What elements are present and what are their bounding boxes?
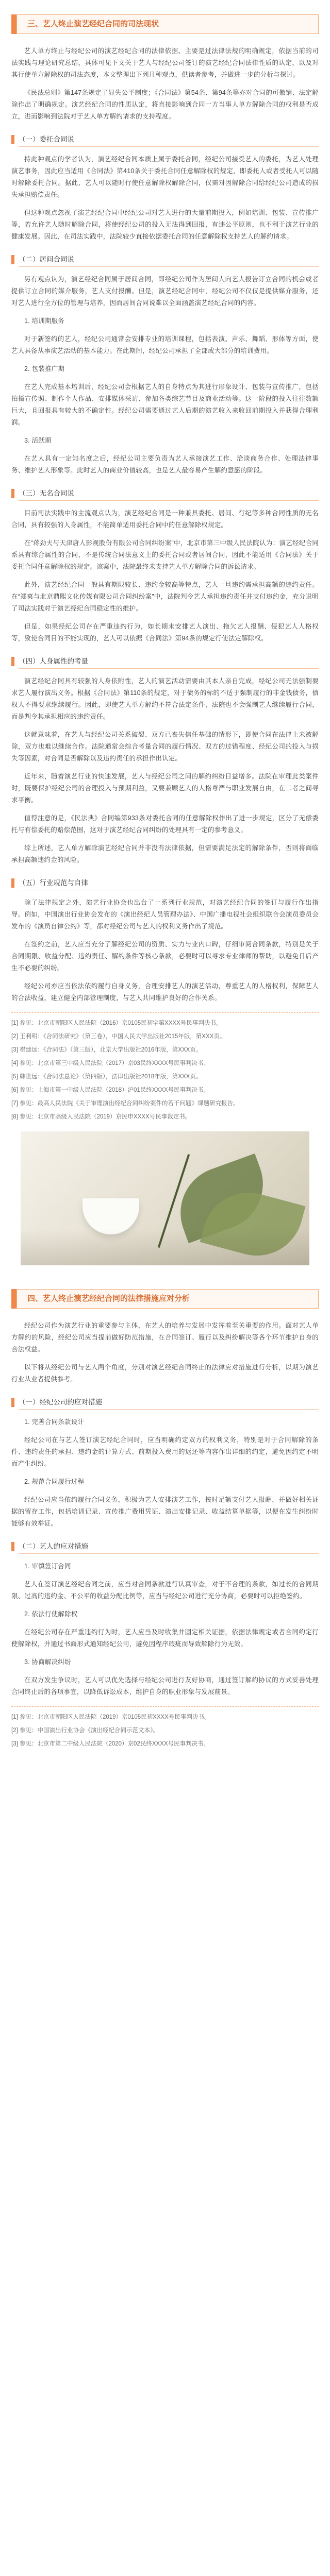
paragraph: 但是，如果经纪公司存在严重违约行为，如长期未安排艺人演出、拖欠艺人报酬、侵犯艺人人格权等，致使合同目的不能实现的，艺人可以依据《合同法》第94条的规定行使法定解除权。 [11, 623, 319, 642]
paragraph: 在经纪公司存在严重违约行为时，艺人应当及时收集并固定相关证据，依据法律规定或者合同约定行使解除权，并通过书面形式通知经纪公司，避免因程序瑕疵而导致解除行为无效。 [11, 1629, 319, 1648]
paragraph: 但这种观点忽视了演艺经纪合同中经纪公司对艺人进行的大量前期投入，例如培训、包装、宣传推广等，若允许艺人随时解除合同，将使经纪公司的投入无法得到回报，有违公平原则，也不利于演艺行业的健康发展。因此，在司法实践中，法院较少直接依据委托合同的任意解除权支持艺人的解约请求。 [11, 209, 319, 240]
paragraph: 经纪公司亦应当依法依约履行自身义务，合理安排艺人的演艺活动，尊重艺人的人格权利，保障艺人的合法收益，建立健全内部管理制度，与艺人共同维护良好的合作关系。 [11, 982, 319, 1002]
subheading [11, 253, 319, 266]
header-accent-bar [11, 1289, 16, 1309]
section-three [0, 0, 330, 1122]
paragraph: 此外，演艺经纪合同一般具有期限较长、违约金较高等特点，艺人一旦违约需承担高额的违约责任。在“郑爽与北京鼎熙文化传媒有限公司合同纠纷案”中，法院判令艺人承担违约责任并支付违约金，充分说明了司法实践对于演艺经纪合同稳定性的维护。 [11, 581, 319, 612]
subheading-marker [11, 1542, 14, 1551]
paragraph: 1. 完善合同条款设计 [24, 1418, 85, 1426]
footnote: [1] 参见：北京市朝阳区人民法院（2016）京0105民初字第XXXX号民事判决书。 [11, 1020, 222, 1026]
subheading-marker [11, 135, 14, 144]
section-four [0, 1275, 330, 1749]
subheading-text: （二）艺人的应对措施 [19, 1540, 319, 1554]
paragraph: 近年来，随着演艺行业的快速发展，艺人与经纪公司之间的解约纠纷日益增多。法院在审理此类案件时，既要保护经纪公司的合理投入与预期利益，又要兼顾艺人的人格尊严与职业发展自由，在二者之间寻求平衡。 [11, 773, 319, 804]
paragraph: 《民法总则》第147条规定了显失公平制度；《合同法》第54条、第94条等亦对合同的可撤销、法定解除作出了明确规定。演艺经纪合同的性质认定，将直接影响到合同一方当事人单方解除合同的权利是否成立，进而影响到法院对于艺人单方解约请求的支持程度。 [11, 89, 319, 120]
paragraph: 经纪公司在与艺人签订演艺经纪合同时，应当明确约定双方的权利义务，特别是对于合同解除的条件、违约责任的承担、违约金的计算方式、前期投入费用的返还等内容作出详细的约定，避免因约定不明而产生纠纷。 [11, 1436, 319, 1467]
subheading [11, 1396, 319, 1409]
footnote: [2] 王利明：《合同法研究》（第三卷），中国人民大学出版社2015年版，第XXX页。 [11, 1033, 226, 1040]
subheading-marker [11, 878, 14, 888]
paragraph: 经纪公司作为演艺行业的重要参与主体，在艺人的培养与发展中发挥着至关重要的作用。面对艺人单方解约的风险，经纪公司应当提前做好防范措施，在合同签订、履行以及纠纷解决等各个环节维护自身的合法权益。 [11, 1322, 319, 1353]
subheading-marker [11, 255, 14, 264]
paragraph: 1. 培训期服务 [24, 317, 64, 325]
paragraph: 1. 审慎签订合同 [24, 1563, 71, 1570]
paragraph: 艺人单方终止与经纪公司的演艺经纪合同的法律依据、主要是过法律法规的明确规定，依据当前的司法实践与理论研究总结，具体可见下文关于艺人与经纪公司签订的演艺经纪合同法律性质的认定，以及对其行使单方解除权的司法态度，本文整理出下列几种观点，供读者参考，并做进一步的分析与探讨。 [11, 47, 319, 78]
footnote: [8] 参见：北京市高级人民法院（2019）京民申XXXX号民事裁定书。 [11, 1114, 191, 1120]
footnote: [1] 参见：北京市朝阳区人民法院（2019）京0105民初XXXX号民事判决书。 [11, 1714, 210, 1720]
paragraph: 在签约之前，艺人应当充分了解经纪公司的资质、实力与业内口碑，仔细审阅合同条款，特别是关于合同期限、收益分配、违约责任、解约条件等核心条款，必要时可以寻求专业律师的帮助，以避免日后产生不必要的纠纷。 [11, 941, 319, 972]
footnotes [11, 1706, 319, 1749]
subheading [11, 655, 319, 668]
subheading [11, 487, 319, 500]
subheading-text: （四）人身属性的考量 [19, 655, 319, 669]
photo-shadow [21, 1229, 309, 1265]
footnote: [2] 参见：中国演出行业协会《演出经纪合同示范文本》。 [11, 1727, 159, 1734]
subheading-text: （一）委托合同说 [19, 133, 319, 147]
subheading-marker [11, 657, 14, 666]
section-three-title: 三、艺人终止演艺经纪合同的司法现状 [16, 14, 319, 34]
subheading [11, 133, 319, 146]
paragraph: 在“蒋劲夫与天津唐人影视股份有限公司合同纠纷案”中，北京市第三中级人民法院认为：演艺经纪合同系具有综合属性的合同，不是传统合同法意义上的委托合同或者居间合同，因此不能适用《合同法》关于委托合同任意解除权的规定。该案中，法院最终未支持艺人单方解除合同的诉讼请求。 [11, 539, 319, 570]
section-four-header [11, 1289, 319, 1309]
paragraph: 值得注意的是，《民法典》合同编第933条对委托合同的任意解除权作出了进一步规定，区分了无偿委托与有偿委托的赔偿范围，这对于演艺经纪合同纠纷的处理具有一定的参考意义。 [11, 815, 319, 834]
paragraph: 3. 活跃期 [24, 437, 52, 444]
paragraph: 3. 协商解决纠纷 [24, 1658, 71, 1666]
section-three-header [11, 14, 319, 34]
paragraph: 除了法律规定之外，演艺行业协会也出台了一系列行业规范，对演艺经纪合同的签订与履行作出指导。例如，中国演出行业协会发布的《演出经纪人员管理办法》、中国广播电视社会组织联合会演员委员会发布的《演员自律公约》等，都对经纪公司与艺人的权利义务作出了规范。 [11, 899, 319, 930]
paragraph: 这就意味着，在艺人与经纪公司关系破裂、双方已丧失信任基础的情形下，即使合同在法律上未被解除，双方也难以继续合作。法院通常会综合考量合同的履行情况、双方的过错程度、经纪公司的投入与损失等因素，对合同是否解除以及违约责任的承担作出认定。 [11, 731, 319, 762]
subheading-text: （五）行业规范与自律 [19, 876, 319, 890]
section-four-title: 四、艺人终止演艺经纪合同的法律措施应对分析 [16, 1289, 319, 1309]
subheading-marker [11, 1398, 14, 1407]
footnote: [3] 参见：北京市第二中级人民法院（2020）京02民终XXXX号民事判决书。 [11, 1741, 210, 1747]
footnote: [6] 参见：上海市第一中级人民法院（2018）沪01民终XXXX号民事判决书。 [11, 1087, 210, 1093]
paragraph: 综上所述，艺人单方解除演艺经纪合同并非没有法律依据，但需要满足法定的解除条件，否则将面临承担高额违约金的风险。 [11, 844, 319, 863]
footnote: [4] 参见：北京市第三中级人民法院（2017）京03民终XXXX号民事判决书。 [11, 1060, 210, 1066]
paragraph: 演艺经纪合同具有较强的人身依附性，艺人的演艺活动需要由其本人亲自完成，经纪公司无法强制要求艺人履行演出义务。根据《合同法》第110条的规定，对于债务的标的不适于强制履行的非金钱债务，债权人不得要求继续履行。因此，即使艺人单方解约不符合法定条件，法院也不会强制艺人继续履行合同，而是判令其承担相应的违约责任。 [11, 677, 319, 720]
paragraph: 在艺人具有一定知名度之后，经纪公司主要负责为艺人承接演艺工作、洽谈商务合作、处理法律事务、维护艺人形象等。此时艺人的商业价值较高，也是艺人最容易产生解约意愿的阶段。 [11, 455, 319, 474]
subheading-text: （二）居间合同说 [19, 253, 319, 267]
paragraph: 2. 规范合同履行过程 [24, 1478, 85, 1485]
paragraph: 持此种观点的学者认为，演艺经纪合同本质上属于委托合同，经纪公司接受艺人的委托，为艺人处理演艺事务，因此应当适用《合同法》第410条关于委托合同任意解除权的规定，即委托人或者受托人可以随时解除委托合同。据此，艺人可以随时行使任意解除权解除合同，仅需对因解除合同给经纪公司造成的损失承担赔偿责任。 [11, 156, 319, 198]
footnote: [7] 参见：最高人民法院《关于审理演出经纪合同纠纷案件的若干问题》课题研究报告。 [11, 1100, 239, 1107]
paragraph: 艺人在签订演艺经纪合同之前，应当对合同条款进行认真审查，对于不合理的条款，如过长的合同期限、过高的违约金、不公平的收益分配比例等，应当与经纪公司进行充分协商，必要时可以拒绝签约。 [11, 1581, 319, 1600]
paragraph: 另有观点认为，演艺经纪合同属于居间合同，即经纪公司作为居间人向艺人报告订立合同的机会或者提供订立合同的媒介服务，艺人支付报酬。但是，演艺经纪合同中，经纪公司不仅仅是提供媒介服务，还对艺人进行全方位的管理与培养，因而居间合同说难以全面涵盖演艺经纪合同的内容。 [11, 276, 319, 307]
footnotes [11, 1012, 319, 1122]
paragraph: 在双方发生争议时，艺人可以优先选择与经纪公司进行友好协商，通过签订解约协议的方式妥善处理合同终止后的各项事宜，以降低诉讼成本，维护自身的职业形象与发展前景。 [11, 1676, 319, 1696]
paragraph: 经纪公司应当依约履行合同义务，积极为艺人安排演艺工作，按时足额支付艺人报酬，并做好相关证据的留存工作，包括培训记录、宣传推广费用凭证、演出安排记录、收益结算单据等，以便在发生纠纷时能够有效举证。 [11, 1496, 319, 1527]
paragraph: 在艺人完成基本培训后，经纪公司会根据艺人的自身特点为其进行形象设计、包装与宣传推广，包括拍摄宣传照、制作个人作品、安排媒体采访、参加各类综艺节目及商业活动等。这一阶段的投入往往数额巨大，且回报具有较大的不确定性。经纪公司需要通过艺人后期的演艺收入来收回前期投入并获得合理利润。 [11, 383, 319, 426]
footnote: [3] 崔建远：《合同法》（第三版），北京大学出版社2016年版，第XXX页。 [11, 1047, 202, 1053]
paragraph: 2. 包装推广期 [24, 365, 64, 372]
paragraph: 2. 依法行使解除权 [24, 1611, 78, 1618]
footnote: [5] 韩世远：《合同法总论》（第四版），法律出版社2018年版，第XXX页。 [11, 1074, 202, 1080]
paragraph: 目前司法实践中的主流观点认为，演艺经纪合同是一种兼具委托、居间、行纪等多种合同性质的无名合同，具有较强的人身属性，不能简单适用委托合同中的任意解除权规定。 [11, 510, 319, 529]
paragraph: 以下将从经纪公司与艺人两个角度，分别对演艺经纪合同终止的法律应对措施进行分析，以期为演艺行业从业者提供参考。 [11, 1364, 319, 1383]
subheading [11, 1540, 319, 1553]
header-accent-bar [11, 14, 16, 34]
subheading-text: （三）无名合同说 [19, 487, 319, 501]
subheading-marker [11, 489, 14, 498]
subheading [11, 876, 319, 890]
paragraph: 对于新签约的艺人，经纪公司通常会安排专业的培训课程，包括表演、声乐、舞蹈、形体等方面，使艺人具备从事演艺活动的基本能力。在此期间，经纪公司承担了全部或大部分的培训费用。 [11, 335, 319, 354]
subheading-text: （一）经纪公司的应对措施 [19, 1396, 319, 1410]
decorative-photo [21, 1131, 309, 1265]
